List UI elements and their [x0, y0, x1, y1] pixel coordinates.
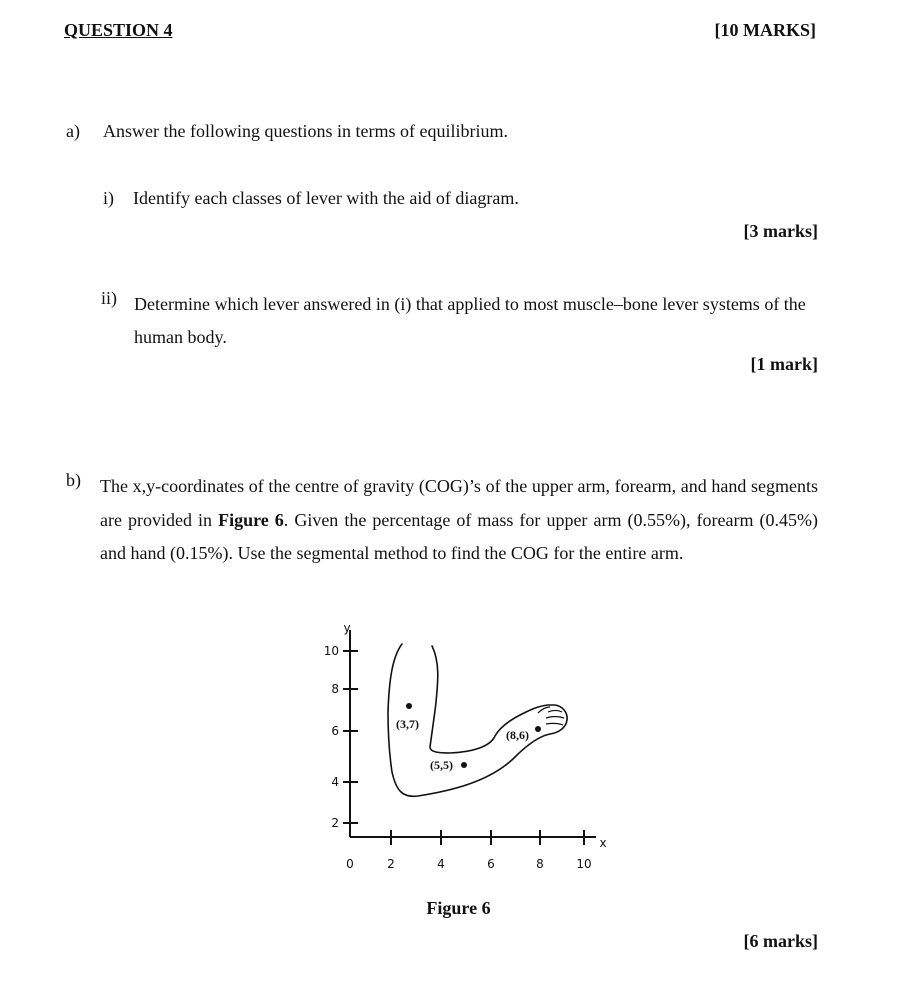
part-a-label: a)	[66, 121, 80, 141]
cog-point-forearm	[461, 762, 467, 768]
figure-caption: Figure 6	[426, 898, 491, 918]
cog-label-upper-arm: (3,7)	[396, 717, 419, 731]
x-tick-label: 4	[437, 857, 445, 871]
part-a-i-label: i)	[103, 188, 114, 208]
x-tick-label: 6	[487, 857, 495, 871]
total-marks: [10 MARKS]	[714, 20, 816, 40]
y-tick-label: 10	[323, 644, 339, 658]
cog-label-hand: (8,6)	[506, 728, 529, 742]
cog-point-upper-arm	[406, 703, 412, 709]
cog-label-forearm: (5,5)	[430, 758, 453, 772]
part-b-text	[100, 470, 818, 571]
part-a-ii-label: ii)	[101, 288, 117, 308]
figure-reference: Figure 6	[218, 509, 284, 530]
cog-point-hand	[535, 726, 541, 732]
finger-lines	[538, 707, 564, 725]
part-a-ii-text: Determine which lever answered in (i) that applied to most muscle–bone lever systems of the human body.	[134, 294, 806, 347]
arm-cog-figure	[300, 612, 620, 882]
part-a-i-text: Identify each classes of lever with the aid of diagram.	[133, 188, 519, 208]
part-b-label: b)	[66, 470, 81, 490]
x-tick-label: 10	[576, 857, 592, 871]
part-a-text: Answer the following questions in terms of equilibrium.	[103, 121, 508, 141]
x-tick-label: 8	[536, 857, 544, 871]
part-b-text-2: . Given the percentage of mass for upper arm (0.55%), forearm (0.45%) and hand (0.15%). Use the segmental method to find the COG for the entire arm.	[100, 509, 818, 563]
x-axis-label: x	[599, 836, 607, 850]
y-tick-label: 4	[331, 775, 339, 789]
y-axis-label: y	[343, 621, 351, 635]
part-a-ii-marks: [1 mark]	[750, 354, 818, 374]
part-b-text-1: The x,y-coordinates of the centre of gravity (COG)’s of the upper arm, forearm, and hand segments are provided in	[100, 476, 818, 530]
y-tick-label: 2	[331, 816, 339, 830]
part-b-marks: [6 marks]	[743, 931, 818, 951]
y-tick-label: 6	[331, 724, 339, 738]
part-a-i-marks: [3 marks]	[743, 221, 818, 241]
x-tick-label: 2	[387, 857, 395, 871]
x-tick-label: 0	[346, 857, 354, 871]
y-tick-label: 8	[331, 682, 339, 696]
question-title: QUESTION 4	[64, 20, 173, 40]
